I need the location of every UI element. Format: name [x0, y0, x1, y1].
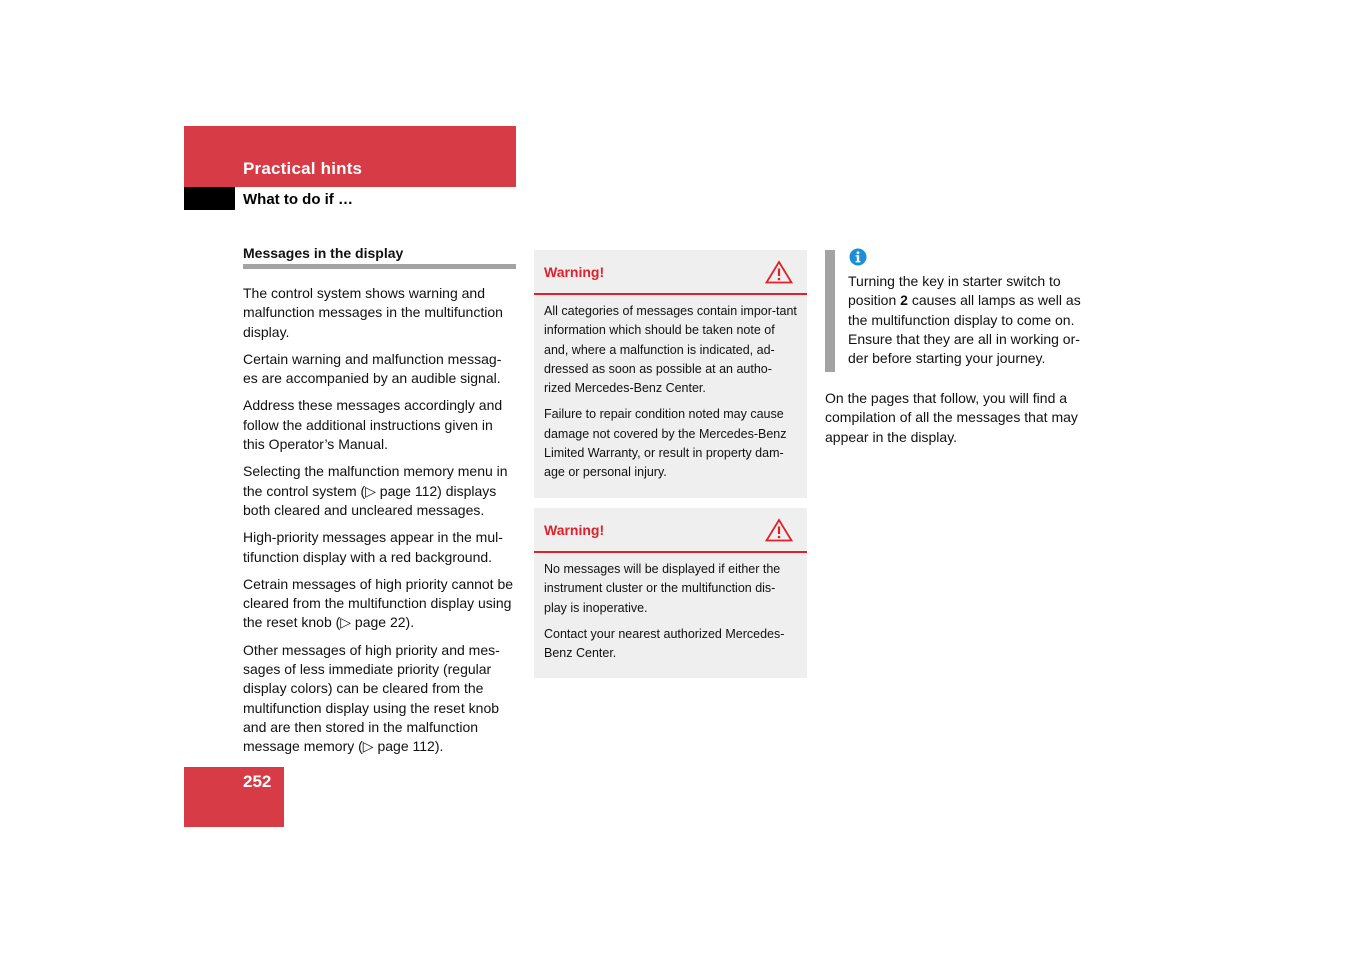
paragraph: Address these messages accordingly and follow the additional instructions given in this Operator’s Manual. [243, 397, 503, 453]
left-column [243, 245, 516, 765]
info-text-part: causes all lamps as well as the multifunction display to come on. Ensure that they are all in working or-der before starting your journey. [848, 292, 1081, 367]
warning-header [534, 508, 807, 553]
followup-paragraph: On the pages that follow, you will find a compilation of all the messages that may appear in the display. [825, 390, 1078, 445]
warning-title: Warning! [544, 522, 605, 538]
warning-title: Warning! [544, 264, 605, 280]
info-text-part: Turning the key in starter switch to position [848, 273, 1061, 309]
subsection-marker [184, 187, 235, 210]
info-bar [825, 250, 835, 372]
warning-body [534, 553, 807, 678]
warning-paragraph: No messages will be displayed if either the instrument cluster or the multifunction dis-play is inoperative. [544, 562, 781, 615]
info-text [848, 272, 1098, 368]
paragraph: Cetrain messages of high priority cannot be cleared from the multifunction display using the reset knob (▷ page 22). [243, 575, 514, 631]
subsection-title: What to do if … [243, 191, 353, 208]
paragraph: The control system shows warning and malfunction messages in the multifunction display. [243, 285, 503, 340]
body-paragraphs [243, 284, 516, 757]
page-number: 252 [243, 772, 272, 791]
warning-body [534, 295, 807, 498]
warning-header [534, 250, 807, 295]
paragraph: Certain warning and malfunction messag-es are accompanied by an audible signal. [243, 350, 502, 387]
paragraph: High-priority messages appear in the mul-tifunction display with a red background. [243, 529, 503, 565]
warning-box-1 [534, 250, 807, 498]
warning-paragraph: All categories of messages contain impor-tant information which should be taken note of and, where a malfunction is indicated, ad-dressed as soon as possible at an autho-rized Mercedes-Benz Center. [544, 304, 797, 396]
section-title: Practical hints [243, 159, 363, 178]
warning-triangle-icon [765, 518, 793, 542]
paragraph: Selecting the malfunction memory menu in the control system (▷ page 112) displays both cleared and uncleared messages. [243, 463, 508, 518]
paragraph: Other messages of high priority and mes-sages of less immediate priority (regular display colors) can be cleared from the multifunction display using the reset knob and are then stored in the malfunction message memory (▷ page 112). [243, 641, 500, 755]
warning-triangle-icon [765, 260, 793, 284]
page-number-box [184, 767, 284, 827]
warning-paragraph: Failure to repair condition noted may cause damage not covered by the Mercedes-Benz Limited Warranty, or result in property dam-age or personal injury. [544, 407, 787, 480]
warning-box-2 [534, 508, 807, 678]
info-circle-icon [849, 248, 867, 266]
info-position-number: 2 [900, 292, 908, 309]
column-heading: Messages in the display [243, 245, 516, 269]
warning-paragraph: Contact your nearest authorized Mercedes-Benz Center. [544, 626, 785, 661]
